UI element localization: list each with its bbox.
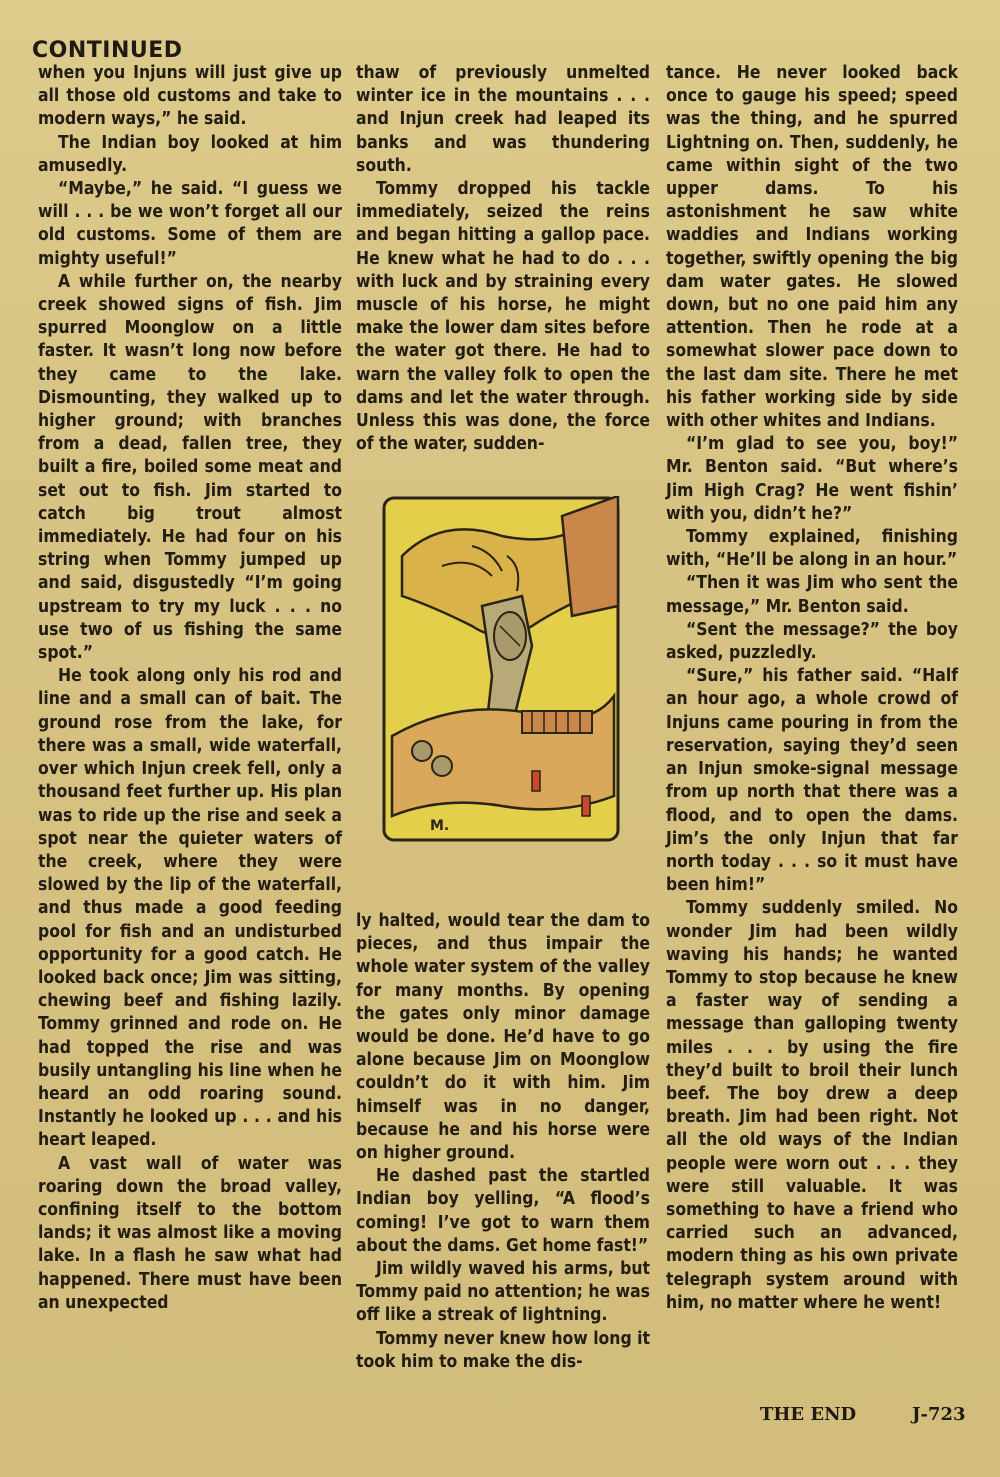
continued-header: CONTINUED — [32, 38, 183, 63]
paragraph: Tommy never knew how long it took him to make the dis- — [356, 1328, 650, 1372]
paragraph: “Then it was Jim who sent the message,” Mr. Benton said. — [666, 573, 958, 617]
illustration-signature: M. — [430, 818, 450, 834]
text-column-3 — [666, 62, 958, 1315]
paragraph: A vast wall of water was roaring down the broad valley, confining itself to the bottom lands; it was almost like a moving lake. In a flash he saw what had happened. There must have been an unexpected — [38, 1153, 342, 1313]
paragraph: when you Injuns will just give up all those old customs and take to modern ways,” he said. — [38, 63, 342, 130]
paragraph: Tommy explained, finishing with, “He’ll be along in an hour.” — [666, 527, 958, 571]
paragraph: ly halted, would tear the dam to pieces, and thus impair the whole water system of the valley for many months. By opening the gates only minor damage would be done. He’d have to go alone because Jim on Moonglow couldn’t do it with him. Jim himself was in no danger, because he and his horse were on higher ground. — [356, 911, 650, 1164]
paragraph: thaw of previously unmelted winter ice in the mountains . . . and Injun creek had leaped its banks and was thundering south. — [356, 63, 650, 176]
paragraph: tance. He never looked back once to gauge his speed; speed was the thing, and he spurred Lightning on. Then, suddenly, he came within sight of the two upper dams. To his astonishment he saw white waddies and Indians working together, swiftly opening the big dam water gates. He slowed down, but no one paid him any attention. Then he rode at a somewhat slower pace down to the last dam site. There he met his father working side by side with other whites and Indians. — [666, 63, 958, 432]
revolver-illustration — [382, 496, 620, 842]
page-code: J-723 — [912, 1404, 966, 1425]
paragraph: “Sure,” his father said. “Half an hour ago, a whole crowd of Injuns came pouring in from the reservation, saying they’d seen an Injun smoke-signal message from up north that there was a flood, and to open the dams. Jim’s the only Injun that far north today . . . so it must have been him!” — [666, 666, 958, 896]
paragraph: He dashed past the startled Indian boy yelling, “A flood’s coming! I’ve got to warn them about the dams. Get home fast!” — [356, 1166, 650, 1256]
paragraph: Tommy dropped his tackle immediately, seized the reins and began hitting a gallop pace. He knew what he had to do . . . with luck and by straining every muscle of his horse, he might make the lower dam sites before the water got there. He had to warn the valley folk to open the dams and let the water through. Unless this was done, the force of the water, sudden- — [356, 179, 650, 455]
paragraph: The Indian boy looked at him amusedly. — [38, 132, 342, 176]
paragraph: Jim wildly waved his arms, but Tommy paid no attention; he was off like a streak of lightning. — [356, 1259, 650, 1326]
text-column-2-top — [356, 62, 650, 456]
paragraph: “Sent the message?” the boy asked, puzzledly. — [666, 619, 958, 664]
paragraph: A while further on, the nearby creek showed signs of fish. Jim spurred Moonglow on a little faster. It wasn’t long now before they came to the lake. Dismounting, they walked up to higher ground; with branches from a dead, fallen tree, they built a fire, boiled some meat and set out to fish. Jim started to catch big trout almost immediately. He had four on his string when Tommy jumped up and said, disgustedly “I’m going upstream to try my luck . . . no use two of us fishing the same spot.” — [38, 271, 342, 664]
the-end-label: THE END — [760, 1404, 857, 1425]
paragraph: “Maybe,” he said. “I guess we will . . . be we won’t forget all our old customs. Some of them are mighty useful!” — [38, 179, 342, 269]
paragraph: He took along only his rod and line and a small can of bait. The ground rose from the lake, for there was a small, wide waterfall, over which Injun creek fell, only a thousand feet further up. His plan was to ride up the rise and seek a spot near the quieter waters of the creek, where they were slowed by the lip of the waterfall, and thus made a good feeding pool for fish and an undisturbed opportunity for a good catch. He looked back once; Jim was sitting, chewing beef and fishing lazily. Tommy grinned and rode on. He had topped the rise and was busily untangling his line when he heard an odd roaring sound. Instantly he looked up . . . and his heart leaped. — [38, 666, 342, 1151]
text-column-1 — [38, 62, 342, 1315]
paragraph: “I’m glad to see you, boy!” Mr. Benton said. “But where’s Jim High Crag? He went fishin’ with you, didn’t he?” — [666, 434, 958, 524]
text-column-2-bottom — [356, 910, 650, 1374]
paragraph: Tommy suddenly smiled. No wonder Jim had been wildly waving his hands; he wanted Tommy to stop because he knew a faster way of sending a message than galloping twenty miles . . . by using the fire they’d built to broil their lunch beef. The boy drew a deep breath. Jim had been right. Not all the old ways of the Indian people were worn out . . . they were still valuable. It was something to have a friend who carried such an advanced, modern thing as his own private telegraph system around with him, no matter where he went! — [666, 898, 958, 1313]
